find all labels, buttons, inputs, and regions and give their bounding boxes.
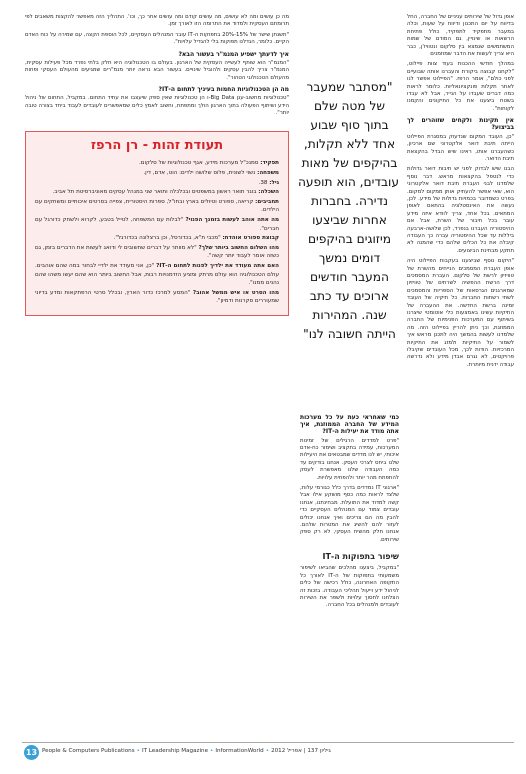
id-card-label: מהו הסרט או איש ממשל אהוב? [192, 289, 280, 296]
paragraph: אופן גדול של שירותים עניניים של החברה, החל בדיווח על יום התכנון ודיווח על שעות, וכלה במעבר מתפקיד לתפקיד, כולל פתיחת הרשאות או שינויין, גם המודם של שמות המשתמשים שנמצא בין סלקום ונטוויז'ן, כבר היא צריך לעשות את הדבר שמוזמנים [407, 14, 514, 58]
pull-quote-line: "מסתבר שמעבר [306, 80, 393, 94]
paragraph: "פרט למדדים הרגילים של זמינות המערכות, עמידה בתקציב ושימור כח-אדם איכותי, יש לנו מדדים שמבטאים את היעילות שלנו ביחס לצרכי העסק. אנחנו בודקים עד כמה העבודה שלנו מאפשרת לעסק להתפתח מהר יותר ולהפחית עלויות. [300, 437, 399, 481]
question-heading: איך לדעתך ישפיע המנמ"ר בעשור הבא? [178, 50, 289, 58]
question-heading: אין תקינות ולקחים שזוהרים לך בביצוע? [407, 117, 514, 132]
footer-item: People & Computers Publications [42, 748, 135, 754]
id-card-value: קריאה, ספורט וטיולים בארץ ובחו"ל, ספרות היסטורית, צפייה בסרטים איכותיים ומשחקים עם הילדים. [35, 198, 279, 214]
id-card-label: קבוצת ספורט אוהדת: [222, 235, 279, 242]
id-card-label: גיל: [269, 179, 279, 186]
id-card-label: תחביבים: [255, 198, 279, 205]
id-card-row [35, 244, 279, 261]
id-card-row [35, 216, 279, 233]
id-card-title: תעודת זהות - רן הרפז [90, 138, 224, 154]
id-card-value: "לבלות עם המשפחה, לטייל בטבע, לקרוא ולשחק כדורגל עם חברים". [35, 217, 279, 232]
paragraph: הבנו שיש לבדוק לפני יש תיבות דואר גדולות כדי לנטפל בהקצאות מראש. דבר נוסף שלמדנו לבני העברת תיבת דואר אלקטרוני הוא, שאי אפשר להעתיק אותן ממקום למקום. בפרט כשמדובר בכמויות גדולות של מידע. לכן, נעשה את האינסטלציה בהתאם לאופן המתאים. בכל אחד, צריך לוודא איזה מידע עובר בכל חיבור של השרת, אבל אם ההיסטוריה העברנו בנפרד, לכן שלושה-ארבעה ביללות עד שכל ההיסטוריה עברה כך העבודה קיבלה את כל הכלים שלהם כדי שהמנה לא תתקע מבחינת הביצועים. [407, 166, 514, 254]
page-footer [0, 742, 526, 764]
id-card-value: "כן, אני מעודד את ילדיי לבחור במה שהם אוהבים. עולם הטכנולוגיה הוא עולם מרתק ומציע הזדמנויות רבות, אבל החשוב ביותר הוא שהם יעשו משהו שהם נהנים ממנו". [35, 263, 279, 287]
id-card-value: 38. [258, 179, 268, 186]
id-card-value: "לא מוותר על דברים שחשובים לי ודואג לעשות את הדברים בזמן, גם כשזה אומר לעבוד יותר קשה". [35, 244, 279, 260]
bullet-icon: • [210, 748, 214, 754]
pull-quote-line: של מטה שלם [313, 99, 386, 113]
paragraph: "תשנתן שישר של 15%-20% בתפוקות ה-IT עובר המנהלים העסקיים, לכל הוספת הקצה, עם שמירה על כוח האדם הקיים. כלומר, הגדלנו תפוקות בלי להגדיל עלויות". [25, 31, 289, 46]
id-card-label: האם אתה מעודד את ילדיך לפנות לתחום ה-IT? [156, 263, 280, 269]
id-card-label: משפחה: [257, 170, 279, 177]
id-card-value: סמנכ"ל מערכות מידע, אגף טכנולוגיות של סלקום. [139, 160, 259, 167]
id-card-row [35, 198, 279, 215]
paragraph: במהלך חודשי ההכנות בעוד צוות פיילוט, "לקחנו קבוצה ביקורת והעברנו אותה שבועיים לפני כולם", אומר הרפז. "הפיילוט אפשר לנו לאתר תקלות פונקציונאליות. כלומר לראות כמה דברים שעבדו על הנייר, אבל לא עבדו בשטח ביצענו את כל התיקונים והקמנו לקוחות". [407, 61, 514, 112]
bullet-icon: • [265, 748, 270, 754]
pull-quote [297, 78, 399, 344]
section-heading: שיפור בתפוקות ה-IT [322, 552, 399, 562]
footer-issue: גיליון 137 | אפריל 2012 [271, 748, 331, 754]
id-card-value: נשוי לשונית, פלוס שלושה ילדים: הוט, אדם, דין. [143, 170, 256, 177]
id-card-value: בוגר תואר ראשון במשפטים ובכלכלה ותואר שני במנהל עסקים מאוניברסיטת תל אביב. [52, 189, 257, 196]
id-card-value: "מכבי ת"א, בכדורסל, וכן ברצלונה בכדורגל". [113, 235, 221, 242]
id-card-row [35, 262, 279, 288]
id-card-row [35, 159, 279, 168]
right-column [407, 14, 514, 372]
pull-quote-line: המעבר חודשים [309, 270, 390, 284]
id-card-box [25, 131, 289, 316]
paragraph: מה כן עושים ומה לא עושים, מה עושים קודם ומה עושים אחר כך, וכו'. התהליך הזה מאפשר להקצות משאבים לפי תרומתם העסקית ולמדוד את התרומה הזו לאורך זמן. [25, 14, 289, 28]
footer-item: InformationWorld [215, 748, 264, 754]
question-heading: כמי שאחראי כעת על כל מערכות המידע של החברה הממוזגת, איך אתה מודד את יעילות ה-IT? [300, 414, 399, 436]
pull-quote-line: בהיקפים של מאות [301, 156, 398, 170]
paragraph: "כן, העובד המקום שנדעוק במסגרת הפיילוט הייתה תיבת דואר אלקטרוני שם ארכיון, כשהעברנו אותו, ראינו שיש הבדל בהקצאת תיבת הדואר. [407, 133, 514, 162]
paragraph: "ארגוני IT נמדדים בדרך כלל כגורמי עלות, שלצד לראות כמה כסף מושקע אילו אבל קשה למדוד את התועלת. מבחינתנו, אנחנו עובדים צמוד עם המנהלים העסקיים כדי להבין מה הם צריכים ואיך אנחנו יכולים לעזור להם להשיג את המטרות שלהם. אנחנו חלק מהשיח העסקי, לא רק ספק שירותים. [300, 485, 399, 543]
footer-item: IT Leadership Magazine [141, 748, 209, 754]
footer-divider [22, 742, 514, 743]
question-heading: מה הן הטכנולוגיות החמות בעיניך לתחום ה-IT? [158, 86, 289, 94]
pull-quote-line: נדירה. בחברות [310, 194, 389, 208]
pull-quote-line: עובדים, הוא תופעה [297, 175, 399, 189]
bullet-icon: • [136, 748, 140, 754]
left-column [25, 14, 289, 322]
paragraph: "היקום נוסף שביצענו בעקבות הפיילוט היה אופן העברת המסמכים הנייחים מהשרת של טוויזיון לרשת של סלקום. העברת המסמכים דרך הרשת ההפשיה לשרתים של טוויזיון שמארגנים הגרסאות של הספריות והמסמכים לשתי רשתות החברות. כל תיקיה של העובד זמינה ברשת החדשה. את ההעברה של התיקיות עשינו באמצעות כלי אוטומטי שיצרנו בשיתוף עם המערכות הפנימיות של החברה הממוזגת, וכך ניתן להריץ בפיילוט הזה. מה שלמדנו לעשות בהמשך היה לתכנן מראש איך לשמור על התיקיות ולמזג את התיקיות המרכזיות. הודות לכך, מכל העובדים שקיבלו פרויקטים, לא נגרם אבדן מידע ולא נדרשה עבודה ידנית מיותרת. [407, 258, 514, 368]
id-card-row [35, 234, 279, 243]
paragraph: "המנמ"ר הוא שותף לעשייה העסקית של הארגון. בעולם בו הטכנולוגיה היא חלק בלתי נפרד מכל פעילות עסקית, המנמ"ר צריך להבין עסקים ולהוביל שינויים. בעשור הבא נראה יותר מנמ"רים שמגיעים מהעולם העסקי ופחות מהעולם הטכנולוגי הטהור". [25, 59, 289, 81]
id-card-label: השכלה: [258, 189, 279, 196]
pull-quote-line: שנה. המהירות [312, 308, 387, 322]
pull-quote-line: הייתה חשובה לנו" [303, 327, 396, 341]
pull-quote-line: אחד ללא תקלות, [303, 137, 396, 151]
pull-quote-column [297, 14, 399, 613]
id-card-label: מהו השלום החשוב ביותר שלך? [198, 244, 280, 251]
pull-quote-line: אחרות שביצעו [312, 213, 387, 227]
pull-quote-line: ארוכים עד כתב [309, 289, 390, 303]
paragraph: "במקביל, ביצענו מהלכים שהביאו לשיפור משמעותי בתפוקות של ה-IT לאורך כל התקופה האחרונה, כולל רכישה של כלים לניהול ידע וייעול תהליכי העבודה. בזכות זה הצלחנו לחסוך עלויות ולשפר את השירות לעובדים ולמנהלים בכל החברה. [300, 565, 399, 609]
footer-publications [42, 748, 331, 754]
id-card-label: מה אתה אוהב לעשות בזמנך הפנוי? [185, 217, 279, 224]
id-card-row [35, 188, 279, 197]
id-card-row [35, 179, 279, 188]
pull-quote-line: מיזוגים בהיקפים [307, 232, 392, 246]
paragraph: "טכנולוגיות מחשוב-ענן Big Data-ו הן טכנולוגיות שאין ספק שיעצבו את עתיד התחום. במקביל, התחום של ניהול הידע ושיתוף הפעולה בתוך הארגון הולך ומתפתח, וחשוב לאמץ כלים שמאפשרים לעובדים לעבוד ביחד בצורה טובה יותר". [25, 95, 290, 117]
id-card-row [35, 169, 279, 178]
pull-quote-line: דומים נמשך [318, 251, 381, 265]
id-card-label: תפקיד: [260, 160, 279, 167]
pull-quote-line: בתוך סוף שבוע [310, 118, 389, 132]
page-number-badge: 13 [24, 745, 39, 760]
id-card-row [35, 289, 279, 306]
id-card-value: "המסע למרכז כדור הארץ, ובכלל סרטי הרפתקאות ומדע בדיוני שמעוררים סקרנות ודמיון". [35, 289, 279, 305]
